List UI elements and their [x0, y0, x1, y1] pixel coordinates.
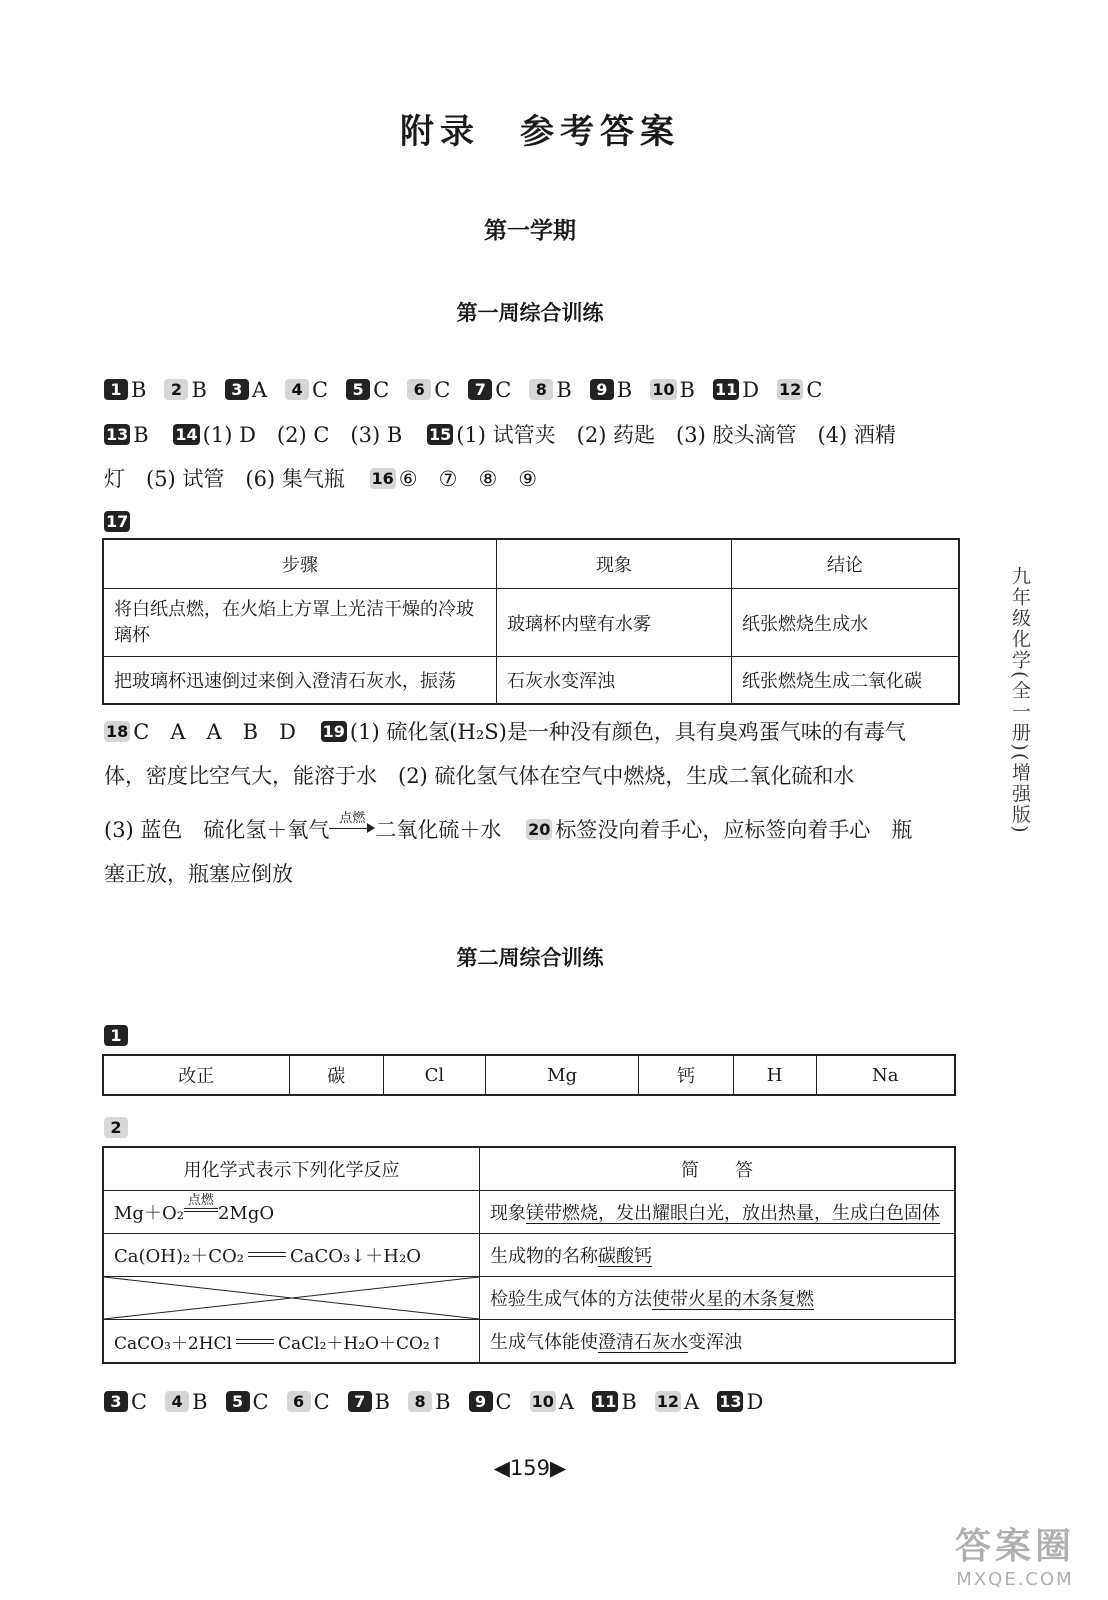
answer: C [373, 378, 390, 402]
answer: 使带火星的木条复燃 [652, 1289, 814, 1310]
table-cell: Mg [485, 1055, 639, 1095]
question-number: 8 [529, 379, 553, 400]
answer: B [621, 1390, 637, 1414]
table-cell: 石灰水变浑浊 [497, 657, 732, 705]
answer: (3) 蓝色 硫化氢＋氧气 [104, 818, 330, 842]
table-cell: 纸张燃烧生成二氧化碳 [732, 657, 960, 705]
question-number: 18 [106, 722, 129, 741]
table-cell: 纸张燃烧生成水 [732, 589, 960, 657]
table-cell: 钙 [639, 1055, 733, 1095]
reaction-condition: 点燃 [187, 1193, 214, 1208]
answer: (1) 试管夹 (2) 药匙 (3) 胶头滴管 (4) 酒精 [456, 423, 896, 447]
crossed-cell [103, 1277, 480, 1320]
semester-heading: 第一学期 [484, 218, 576, 244]
answer: (1) 硫化氢(H₂S)是一种没有颜色，具有臭鸡蛋气味的有毒气 [349, 720, 906, 744]
reaction-equals [236, 1339, 274, 1344]
answer-cell [480, 1191, 956, 1234]
equation-cell [103, 1191, 480, 1234]
answer: 镁带燃烧，发出耀眼白光，放出热量，生成白色固体 [526, 1203, 940, 1224]
answer-label: 现象 [490, 1203, 526, 1224]
answer: (1) D (2) C (3) B [202, 423, 403, 447]
question-number: 7 [468, 379, 492, 400]
watermark-url: MXQE.COM [956, 1569, 1074, 1590]
week1-answers-row4 [104, 718, 906, 746]
question-number: 1 [104, 1025, 128, 1046]
answer-tail: 变浑浊 [688, 1332, 742, 1353]
week1-answers-row1 [104, 376, 840, 404]
page-title: 附录 参考答案 [400, 112, 680, 152]
answer: 标签没向着手心，应标签向着手心 瓶 [555, 818, 913, 842]
equation-left: Mg＋O₂ [114, 1203, 184, 1224]
answer-label: 生成物的名称 [490, 1246, 598, 1267]
equation-right: 2MgO [217, 1203, 275, 1224]
answer: ⑥ ⑦ ⑧ ⑨ [398, 467, 538, 491]
question-number: 2 [164, 379, 188, 400]
equation-left: Ca(OH)₂＋CO₂ [114, 1246, 244, 1267]
answer-label: 检验生成气体的方法 [490, 1289, 652, 1310]
answer-cell [480, 1277, 956, 1320]
question-number: 14 [175, 425, 198, 444]
question-number: 3 [104, 1391, 128, 1412]
question-number: 5 [226, 1391, 250, 1412]
table-cell: H [733, 1055, 816, 1095]
question-number: 13 [106, 425, 129, 444]
week2-q1-table [102, 1054, 956, 1096]
question-number: 16 [371, 469, 394, 488]
answer: B [191, 378, 207, 402]
table-header: 结论 [732, 539, 960, 589]
answer: 塞正放，瓶塞应倒放 [104, 862, 293, 886]
week2-heading: 第二周综合训练 [456, 946, 604, 970]
q17-table [102, 538, 960, 705]
side-book-title: 九年级化学(全一册)(增强版) [1009, 566, 1031, 835]
question-number: 7 [348, 1391, 372, 1412]
answer: C [312, 378, 329, 402]
reaction-equals [184, 1193, 218, 1217]
question-number: 4 [285, 379, 309, 400]
equation-cell [103, 1234, 480, 1277]
question-number: 20 [528, 820, 551, 839]
watermark-logo: 答案圈 [954, 1526, 1075, 1567]
question-number: 11 [594, 1392, 617, 1411]
answer: B [616, 378, 633, 402]
answer: B [679, 378, 695, 402]
answer: A [251, 378, 268, 402]
equation-right: CaCO₃↓＋H₂O [289, 1246, 421, 1267]
answer: C [252, 1390, 269, 1414]
question-number: 9 [469, 1391, 493, 1412]
question-number: 12 [779, 380, 802, 399]
question-number: 6 [287, 1391, 311, 1412]
answer: C [495, 1390, 512, 1414]
answer: B [374, 1390, 391, 1414]
question-number: 15 [428, 425, 452, 444]
week1-answers-row7 [104, 860, 293, 888]
answer: 体，密度比空气大，能溶于水 (2) 硫化氢气体在空气中燃烧，生成二氧化硫和水 [104, 764, 855, 788]
question-number: 3 [225, 379, 249, 400]
question-number: 9 [590, 379, 614, 400]
table-cell: 碳 [289, 1055, 383, 1095]
question-number: 1 [104, 379, 128, 400]
equation-left: CaCO₃＋2HCl [114, 1333, 232, 1354]
week1-answers-row5 [104, 762, 854, 790]
reaction-equals [248, 1252, 286, 1257]
question-number: 5 [346, 379, 370, 400]
question-number: 10 [531, 1392, 554, 1411]
cross-out-lines [104, 1277, 479, 1319]
answer: C [806, 378, 823, 402]
question-number: 19 [322, 722, 345, 741]
answer-cell [480, 1234, 956, 1277]
q1-label [104, 1022, 131, 1050]
answer: 灯 (5) 试管 (6) 集气瓶 [104, 467, 345, 491]
watermark [930, 1518, 1100, 1590]
table-cell: 将白纸点燃，在火焰上方罩上光洁干燥的冷玻璃杯 [103, 589, 497, 657]
reaction-arrow [329, 811, 375, 835]
answer-label: 生成气体能使 [490, 1332, 598, 1353]
question-number: 13 [719, 1392, 742, 1411]
answer: C [495, 378, 512, 402]
answer: C [434, 378, 451, 402]
week1-answers-row6 [104, 811, 913, 844]
week1-answers-row3 [104, 465, 537, 493]
answer: D [746, 1390, 764, 1414]
answer: 二氧化硫＋水 [375, 818, 502, 842]
answer: B [435, 1390, 451, 1414]
question-number: 8 [408, 1391, 432, 1412]
question-number: 6 [407, 379, 431, 400]
table-header: 用化学式表示下列化学反应 [103, 1147, 480, 1191]
question-number: 11 [714, 380, 738, 399]
page-number: ◀159▶ [493, 1456, 567, 1480]
question-number: 10 [652, 380, 675, 399]
reaction-condition: 点燃 [339, 811, 366, 826]
table-cell: 改正 [103, 1055, 289, 1095]
equation-cell [103, 1320, 480, 1364]
q2-label [104, 1114, 131, 1142]
answer: B [556, 378, 572, 402]
table-header: 现象 [497, 539, 732, 589]
answer: B [131, 378, 147, 402]
answer: D [742, 378, 760, 402]
answer: C [131, 1390, 148, 1414]
answer: B [133, 423, 149, 447]
q17-label [104, 508, 133, 536]
table-cell: 把玻璃杯迅速倒过来倒入澄清石灰水，振荡 [103, 657, 497, 705]
week1-heading: 第一周综合训练 [456, 301, 604, 325]
question-number: 4 [165, 1391, 189, 1412]
table-header: 简 答 [480, 1147, 956, 1191]
answer: B [192, 1390, 208, 1414]
week1-answers-row2 [104, 421, 896, 449]
answer: A [558, 1390, 575, 1414]
week2-q2-table [102, 1146, 956, 1364]
week2-answers-row [104, 1388, 781, 1416]
answer: C [313, 1390, 330, 1414]
equation-right: CaCl₂＋H₂O＋CO₂↑ [278, 1333, 444, 1354]
answer: C A A B D [133, 720, 296, 744]
answer-cell [480, 1320, 956, 1364]
table-cell: Cl [383, 1055, 485, 1095]
question-number: 17 [106, 512, 129, 531]
answer: 碳酸钙 [598, 1246, 652, 1267]
answer: A [684, 1390, 700, 1414]
question-number: 12 [656, 1392, 680, 1411]
table-header: 步骤 [103, 539, 497, 589]
table-cell: 玻璃杯内壁有水雾 [497, 589, 732, 657]
question-number: 2 [104, 1117, 128, 1138]
answer: 澄清石灰水 [598, 1332, 688, 1353]
table-cell: Na [816, 1055, 955, 1095]
